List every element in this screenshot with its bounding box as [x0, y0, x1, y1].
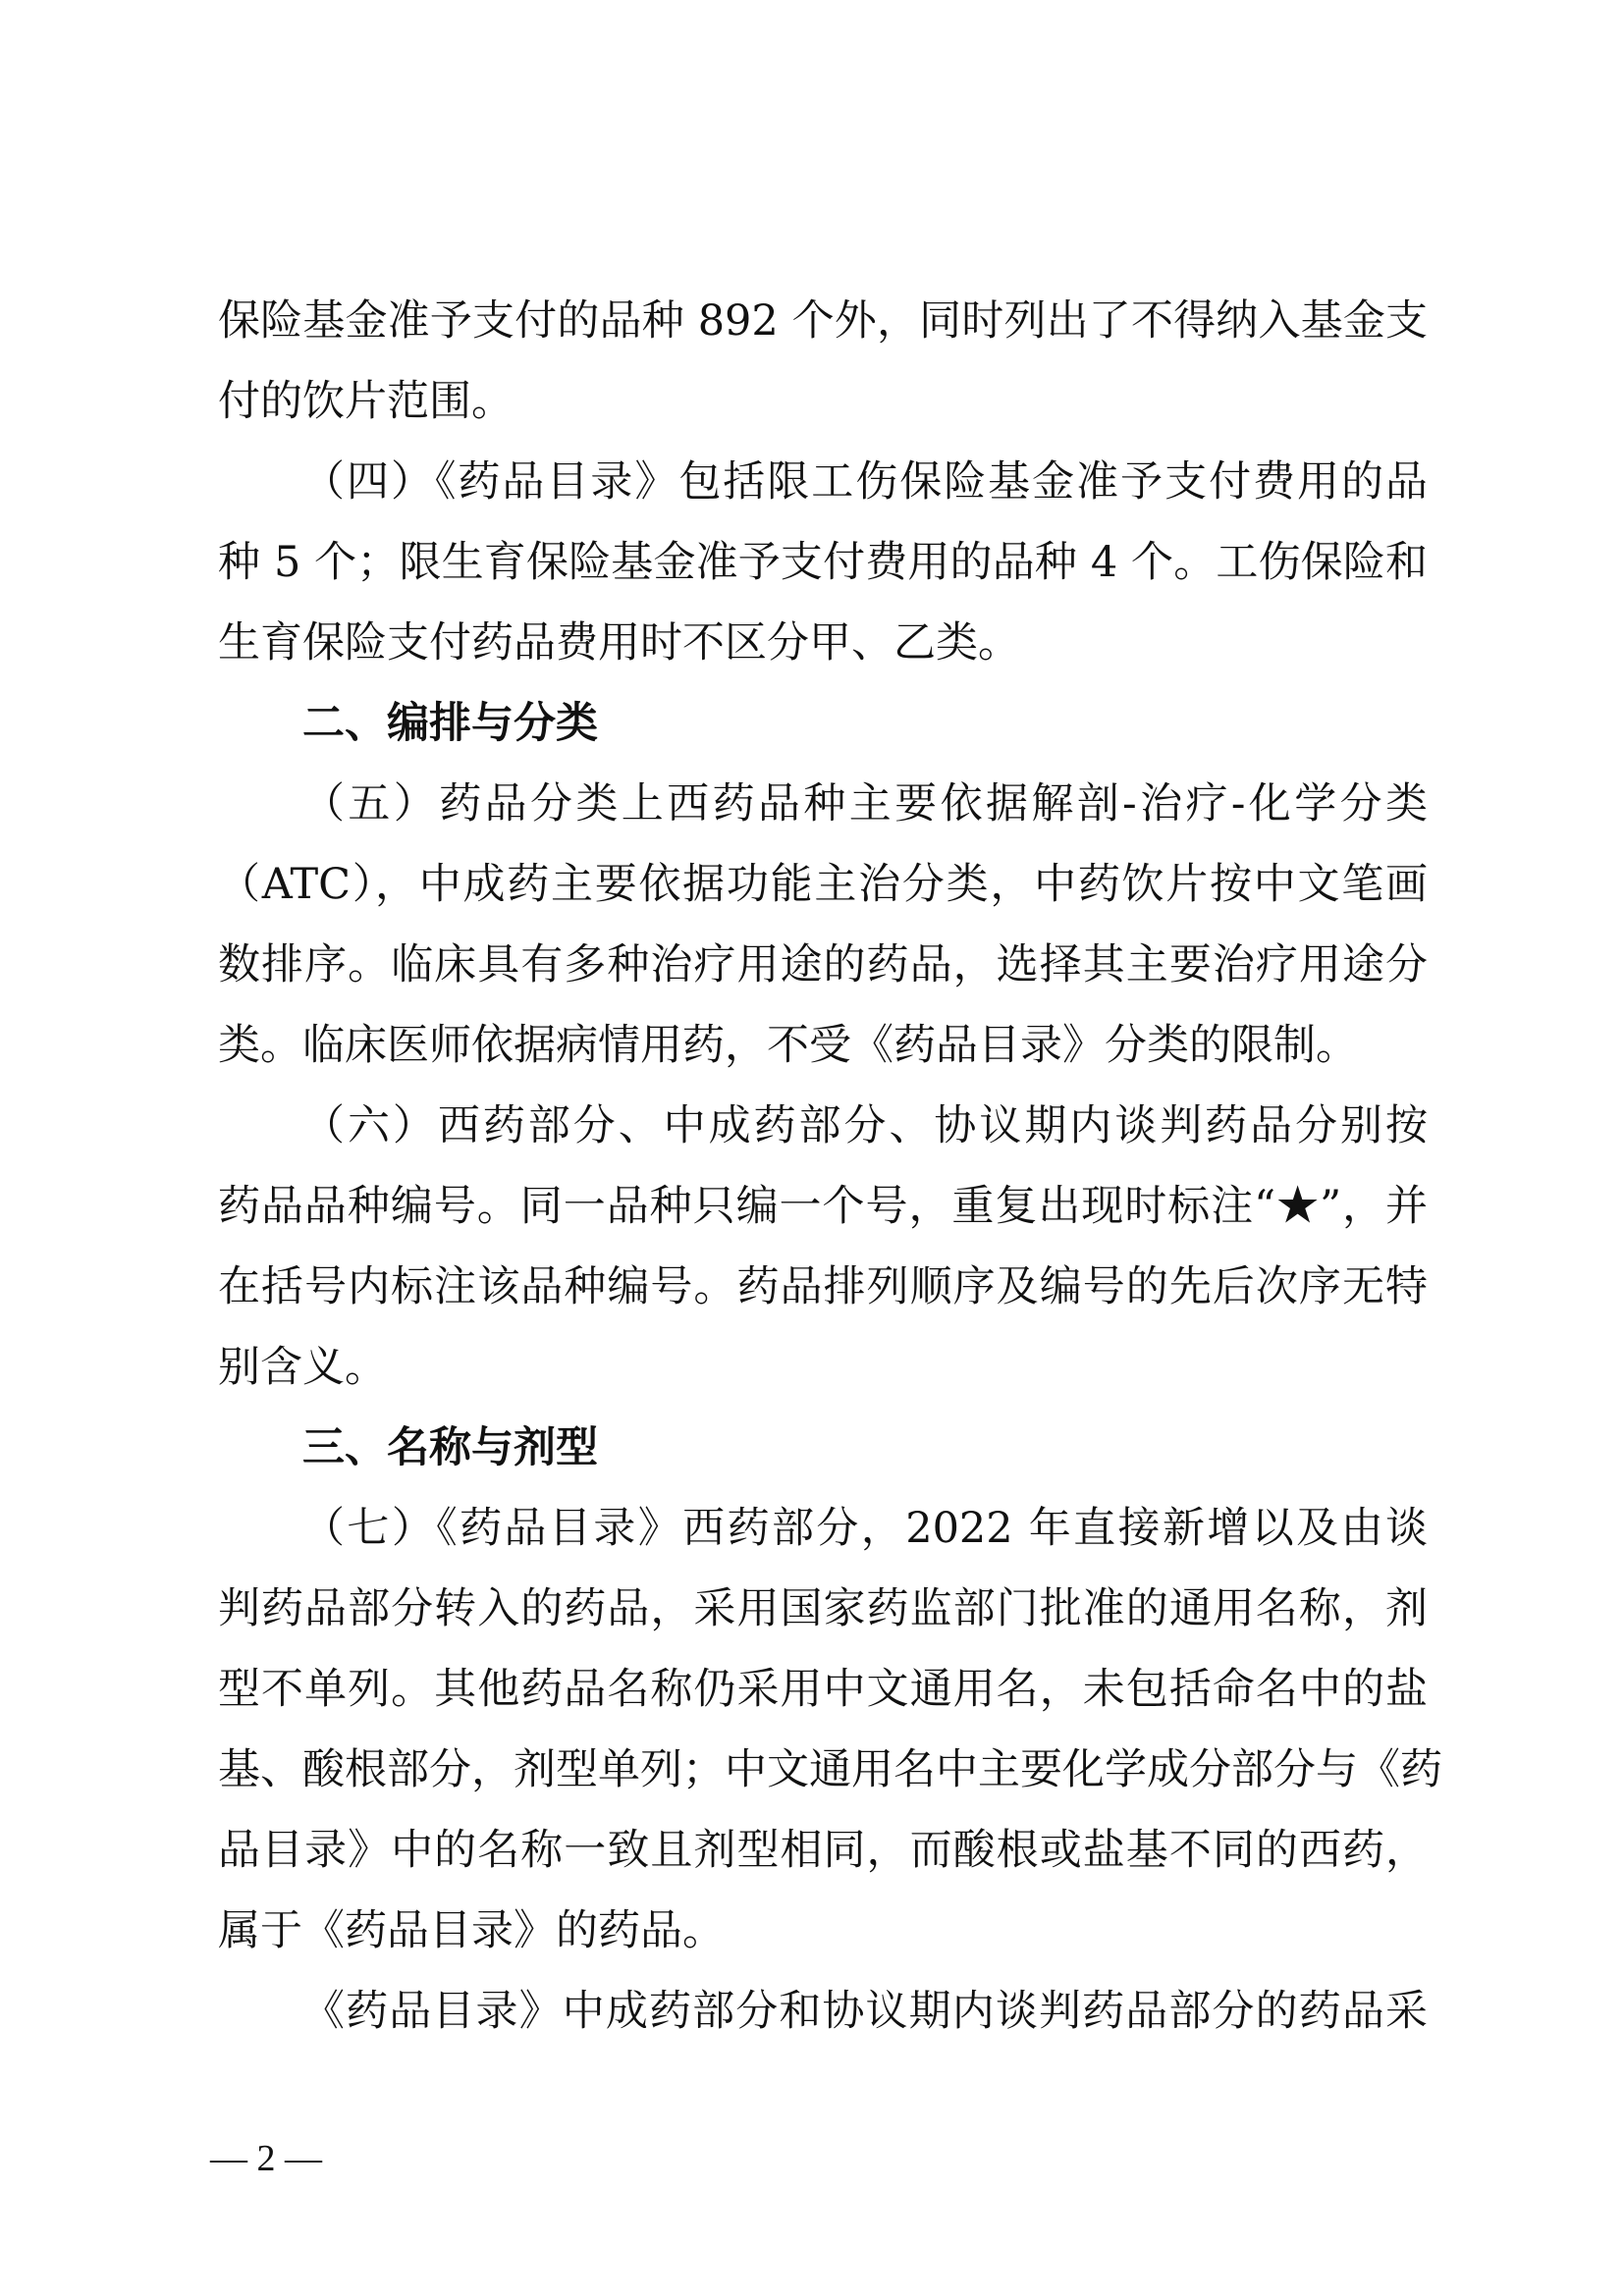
- text-line: 付的饮片范围。: [218, 377, 514, 426]
- section-heading: 三、名称与剂型: [302, 1423, 598, 1472]
- text-line: 种 5 个；限生育保险基金准予支付费用的品种 4 个。工伤保险和: [218, 538, 1428, 587]
- text-line: （七）《药品目录》西药部分，2022 年直接新增以及由谈: [302, 1504, 1428, 1553]
- document-body: [218, 281, 1442, 2052]
- text-line: 保险基金准予支付的品种 892 个外，同时列出了不得纳入基金支: [218, 296, 1428, 346]
- text-line: （五）药品分类上西药品种主要依据解剖-治疗-化学分类: [302, 779, 1428, 828]
- text-line: 型不单列。其他药品名称仍采用中文通用名，未包括命名中的盐: [218, 1665, 1428, 1714]
- text-line: （ATC），中成药主要依据功能主治分类，中药饮片按中文笔画: [218, 860, 1428, 909]
- text-line: 属于《药品目录》的药品。: [218, 1906, 725, 1955]
- page-number: — 2 —: [210, 2138, 322, 2179]
- text-line: 基、酸根部分，剂型单列；中文通用名中主要化学成分部分与《药: [218, 1745, 1442, 1794]
- text-line: （四）《药品目录》包括限工伤保险基金准予支付费用的品: [302, 457, 1428, 507]
- text-line: 药品品种编号。同一品种只编一个号，重复出现时标注“★”，并: [218, 1182, 1428, 1231]
- text-line: 数排序。临床具有多种治疗用途的药品，选择其主要治疗用途分: [218, 940, 1428, 989]
- text-line: 品目录》中的名称一致且剂型相同，而酸根或盐基不同的西药，: [218, 1826, 1428, 1875]
- text-line: 别含义。: [218, 1343, 387, 1392]
- section-heading: 二、编排与分类: [302, 699, 598, 748]
- text-line: 生育保险支付药品费用时不区分甲、乙类。: [218, 618, 1020, 667]
- text-line: 判药品部分转入的药品，采用国家药监部门批准的通用名称，剂: [218, 1584, 1428, 1633]
- text-line: （六）西药部分、中成药部分、协议期内谈判药品分别按: [302, 1101, 1428, 1150]
- text-line: 类。临床医师依据病情用药，不受《药品目录》分类的限制。: [218, 1021, 1358, 1070]
- text-line: 《药品目录》中成药部分和协议期内谈判药品部分的药品采: [302, 1987, 1428, 2036]
- text-line: 在括号内标注该品种编号。药品排列顺序及编号的先后次序无特: [218, 1262, 1428, 1311]
